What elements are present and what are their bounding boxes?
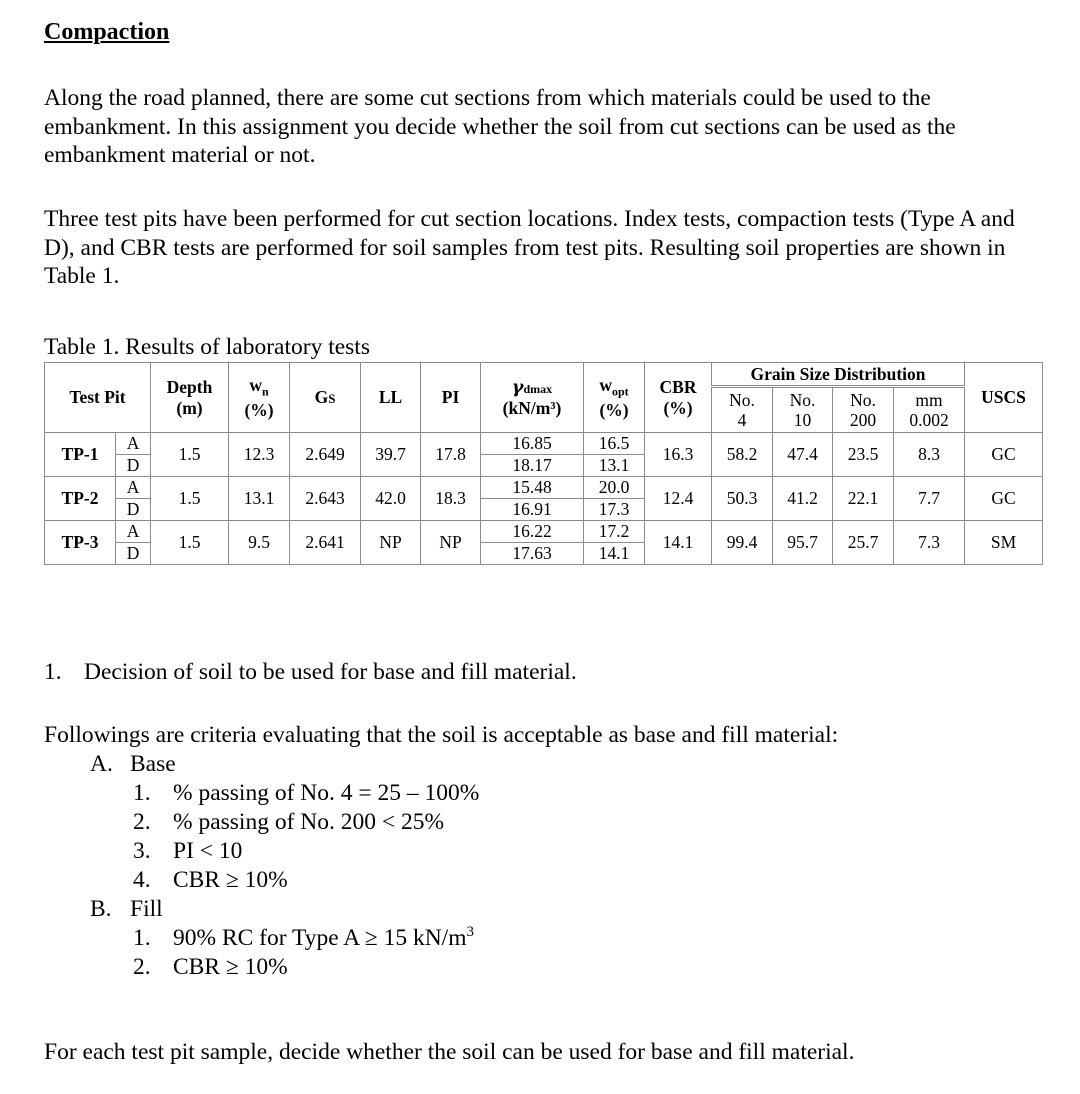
criterion-fill: B. Fill [90,896,163,922]
ll-cell: 42.0 [361,477,421,521]
no10-cell: 95.7 [773,521,833,565]
header-depth: Depth (m) [151,363,229,433]
type-cell: D [116,543,151,565]
header-mm: mm 0.002 [894,387,965,433]
type-cell: D [116,499,151,521]
criteria-intro: Followings are criteria evaluating that the soil is acceptable as base and fill material: [44,722,839,748]
list-item: 2. CBR ≥ 10% [133,954,288,980]
depth-cell: 1.5 [151,433,229,477]
results-table [44,362,1043,565]
cbr-cell: 14.1 [645,521,712,565]
list-item: 1. 90% RC for Type A ≥ 15 $kN/m^3$ [133,924,474,951]
test-pit-cell: TP-1 [45,433,116,477]
wopt-cell: 17.3 [584,499,645,521]
header-no200: No. 200 [833,387,894,433]
no200-cell: 22.1 [833,477,894,521]
wn-cell: 12.3 [229,433,290,477]
list-item: 2. % passing of No. 200 < 25% [133,809,445,835]
wopt-cell: 14.1 [584,543,645,565]
no4-cell: 99.4 [712,521,773,565]
wopt-cell: 20.0 [584,477,645,499]
cbr-cell: 12.4 [645,477,712,521]
gs-cell: 2.649 [290,433,361,477]
ll-cell: 39.7 [361,433,421,477]
table-row [45,521,1043,543]
criteria-list [44,750,479,982]
type-cell: A [116,477,151,499]
header-ll: LL [361,363,421,433]
test-pit-cell: TP-3 [45,521,116,565]
cbr-cell: 16.3 [645,433,712,477]
wopt-cell: 17.2 [584,521,645,543]
uscs-cell: GC [965,477,1043,521]
uscs-cell: GC [965,433,1043,477]
uscs-cell: SM [965,521,1043,565]
header-no10: No. 10 [773,387,833,433]
section-title: Compaction [44,19,170,45]
no4-cell: 50.3 [712,477,773,521]
test-pit-cell: TP-2 [45,477,116,521]
pi-cell: 18.3 [421,477,481,521]
question-number: 1. [44,659,62,685]
wopt-cell: 16.5 [584,433,645,455]
header-wn: $w_n$ (%) [229,363,290,433]
type-cell: A [116,521,151,543]
depth-cell: 1.5 [151,477,229,521]
gs-cell: 2.643 [290,477,361,521]
no4-cell: 58.2 [712,433,773,477]
table-row [45,477,1043,499]
table-caption: Table 1. Results of laboratory tests [44,334,370,360]
header-no4: No. 4 [712,387,773,433]
wn-cell: 13.1 [229,477,290,521]
intro-paragraph: Along the road planned, there are some cut sections from which materials could be used to the embankment. In this assignment you decide whether the soil from cut sections can be used as the embankment material or not. [44,85,956,169]
wopt-cell: 13.1 [584,455,645,477]
mm-cell: 7.7 [894,477,965,521]
list-item: 3. PI < 10 [133,838,243,864]
table-row [45,433,1043,455]
question-text: Decision of soil to be used for base and fill material. [84,659,577,685]
header-test-pit: Test Pit [45,363,151,433]
gamma-cell: 16.22 [481,521,584,543]
question-heading [44,658,577,687]
no200-cell: 23.5 [833,433,894,477]
header-gamma-dmax: γdmax (kN/m³) [481,363,584,433]
mm-cell: 7.3 [894,521,965,565]
depth-cell: 1.5 [151,521,229,565]
header-uscs: USCS [965,363,1043,433]
list-item: 4. CBR ≥ 10% [133,867,288,893]
tests-paragraph: Three test pits have been performed for cut section locations. Index tests, compaction tests (Type A and D), and CBR tests are performed for soil samples from test pits. Resulting soil properties are shown in Table 1. [44,206,1015,290]
no200-cell: 25.7 [833,521,894,565]
header-gs: GS [290,363,361,433]
gamma-cell: 16.91 [481,499,584,521]
pi-cell: NP [421,521,481,565]
header-pi: PI [421,363,481,433]
pi-cell: 17.8 [421,433,481,477]
gamma-cell: 17.63 [481,543,584,565]
type-cell: A [116,433,151,455]
closing-paragraph: For each test pit sample, decide whether the soil can be used for base and fill material. [44,1039,855,1065]
wn-cell: 9.5 [229,521,290,565]
header-grain-size: Grain Size Distribution [712,363,965,387]
header-cbr: CBR (%) [645,363,712,433]
gs-cell: 2.641 [290,521,361,565]
type-cell: D [116,455,151,477]
list-item: 1. % passing of No. 4 = 25 – 100% [133,780,480,806]
criterion-base: A. Base [90,751,176,777]
header-wopt: $w_{opt}$ (%) [584,363,645,433]
gamma-cell: 18.17 [481,455,584,477]
gamma-cell: 15.48 [481,477,584,499]
gamma-cell: 16.85 [481,433,584,455]
no10-cell: 47.4 [773,433,833,477]
mm-cell: 8.3 [894,433,965,477]
ll-cell: NP [361,521,421,565]
no10-cell: 41.2 [773,477,833,521]
